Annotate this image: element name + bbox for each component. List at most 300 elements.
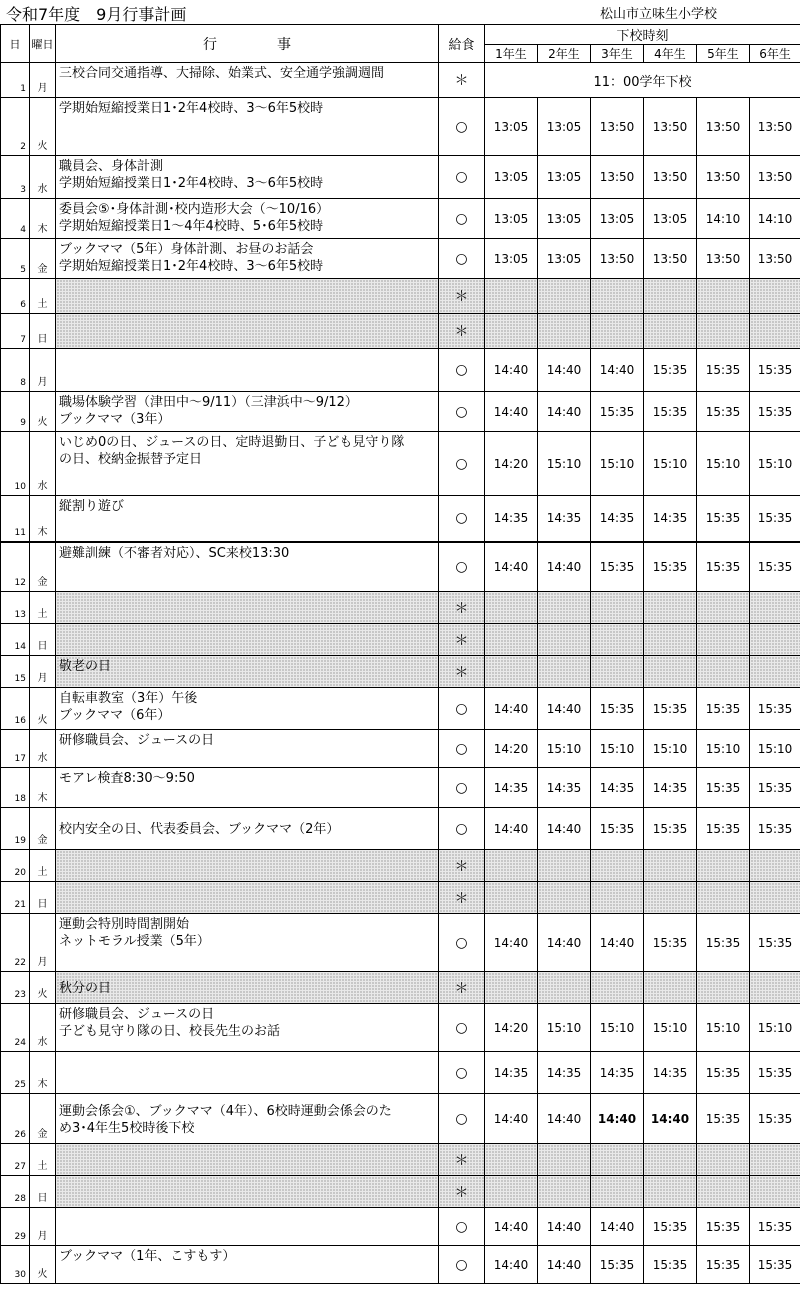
dismissal-time-empty	[591, 1144, 644, 1176]
weekday: 金	[30, 239, 56, 279]
day-number: 16	[1, 688, 30, 730]
dismissal-time: 13:50	[644, 239, 697, 279]
event-cell	[56, 914, 439, 972]
dismissal-time: 15:10	[750, 1004, 800, 1052]
event-cell	[56, 199, 439, 239]
dismissal-time: 13:05	[644, 199, 697, 239]
day-number: 17	[1, 730, 30, 768]
header-grade-5: 5年生	[697, 45, 750, 63]
dismissal-time: 15:35	[697, 1052, 750, 1094]
event-line: ブックママ（6年）	[59, 708, 171, 723]
dismissal-time: 13:50	[644, 156, 697, 199]
day-number: 23	[1, 972, 30, 1004]
table-row	[1, 1176, 800, 1208]
dismissal-time-empty	[538, 850, 591, 882]
event-cell	[56, 98, 439, 156]
day-number: 19	[1, 808, 30, 850]
table-row	[1, 768, 800, 808]
dismissal-time: 15:35	[750, 808, 800, 850]
dismissal-time-empty	[538, 279, 591, 314]
dismissal-time: 15:35	[750, 1094, 800, 1144]
dismissal-time-empty	[591, 279, 644, 314]
dismissal-time: 15:10	[750, 432, 800, 496]
weekday: 水	[30, 1004, 56, 1052]
table-row	[1, 392, 800, 432]
day-number: 8	[1, 349, 30, 392]
header-lunch: 給食	[439, 25, 485, 63]
table-row	[1, 349, 800, 392]
table-row	[1, 1144, 800, 1176]
lunch-mark: ＊	[439, 972, 485, 1004]
table-row	[1, 98, 800, 156]
table-row	[1, 808, 800, 850]
day-number: 11	[1, 496, 30, 542]
dismissal-time: 13:05	[591, 199, 644, 239]
dismissal-time: 15:35	[591, 688, 644, 730]
table-row	[1, 156, 800, 199]
dismissal-time: 15:10	[697, 1004, 750, 1052]
lunch-mark: ＊	[439, 592, 485, 624]
day-number: 20	[1, 850, 30, 882]
lunch-mark: ○	[439, 156, 485, 199]
dismissal-time-empty	[750, 1144, 800, 1176]
event-line: いじめ0の日、ジュースの日、定時退勤日、子ども見守り隊	[59, 435, 405, 450]
dismissal-time: 14:40	[591, 1208, 644, 1246]
dismissal-time-empty	[644, 1176, 697, 1208]
dismissal-time-empty	[697, 972, 750, 1004]
event-cell	[56, 349, 439, 392]
dismissal-time-empty	[538, 656, 591, 688]
dismissal-time: 15:35	[750, 496, 800, 542]
lunch-mark: ○	[439, 1052, 485, 1094]
dismissal-time: 14:20	[485, 432, 538, 496]
table-row	[1, 63, 800, 98]
dismissal-time-empty	[644, 279, 697, 314]
dismissal-time: 15:35	[750, 768, 800, 808]
dismissal-time-empty	[485, 592, 538, 624]
day-number: 25	[1, 1052, 30, 1094]
dismissal-time: 14:35	[591, 1052, 644, 1094]
event-line: 子ども見守り隊の日、校長先生のお話	[59, 1024, 281, 1039]
weekday: 水	[30, 730, 56, 768]
table-row	[1, 688, 800, 730]
event-line: ネットモラル授業（5年）	[59, 934, 210, 949]
header-event: 行事	[56, 25, 439, 63]
lunch-mark: ＊	[439, 279, 485, 314]
dismissal-time: 14:40	[538, 542, 591, 592]
lunch-mark: ＊	[439, 1176, 485, 1208]
dismissal-time: 13:05	[538, 156, 591, 199]
table-row	[1, 239, 800, 279]
header-grade-2: 2年生	[538, 45, 591, 63]
lunch-mark: ＊	[439, 624, 485, 656]
dismissal-time: 13:50	[750, 98, 800, 156]
event-line: 運動会特別時間割開始	[59, 917, 190, 932]
dismissal-time: 14:35	[485, 768, 538, 808]
dismissal-time-empty	[538, 972, 591, 1004]
dismissal-time-empty	[750, 592, 800, 624]
dismissal-time: 14:40	[485, 1094, 538, 1144]
dismissal-time-empty	[538, 314, 591, 349]
event-line: モアレ検査8:30～9:50	[59, 771, 195, 786]
event-cell	[56, 972, 439, 1004]
dismissal-time: 14:40	[591, 349, 644, 392]
event-cell	[56, 156, 439, 199]
day-number: 27	[1, 1144, 30, 1176]
table-row	[1, 199, 800, 239]
dismissal-time-empty	[485, 1176, 538, 1208]
dismissal-time-empty	[485, 314, 538, 349]
lunch-mark: ○	[439, 1004, 485, 1052]
dismissal-time: 14:20	[485, 1004, 538, 1052]
dismissal-time: 15:35	[750, 349, 800, 392]
dismissal-time: 14:40	[644, 1094, 697, 1144]
dismissal-time: 15:35	[591, 392, 644, 432]
weekday: 金	[30, 542, 56, 592]
dismissal-time: 13:50	[591, 98, 644, 156]
dismissal-time-empty	[644, 972, 697, 1004]
event-line: 学期始短縮授業日1･2年4校時、3～6年5校時	[59, 259, 324, 274]
event-line: 研修職員会、ジュースの日	[59, 1007, 215, 1022]
lunch-mark: ○	[439, 768, 485, 808]
weekday: 木	[30, 199, 56, 239]
weekday: 月	[30, 656, 56, 688]
day-number: 9	[1, 392, 30, 432]
header-day: 日	[1, 25, 30, 63]
dismissal-time-empty	[485, 656, 538, 688]
dismissal-time: 15:35	[750, 392, 800, 432]
dismissal-time-empty	[697, 882, 750, 914]
lunch-mark: ＊	[439, 656, 485, 688]
dismissal-time: 15:35	[697, 349, 750, 392]
dismissal-time: 14:35	[591, 768, 644, 808]
dismissal-time: 14:40	[538, 1246, 591, 1284]
dismissal-time: 15:35	[644, 808, 697, 850]
dismissal-time: 15:35	[697, 1208, 750, 1246]
table-row	[1, 1246, 800, 1284]
weekday: 土	[30, 1144, 56, 1176]
lunch-mark: ○	[439, 392, 485, 432]
event-cell	[56, 624, 439, 656]
day-number: 18	[1, 768, 30, 808]
event-line: ブックママ（5年）身体計測、お昼のお話会	[59, 242, 314, 257]
weekday: 日	[30, 314, 56, 349]
dismissal-time-empty	[591, 882, 644, 914]
dismissal-time: 15:35	[750, 688, 800, 730]
dismissal-time-empty	[750, 1176, 800, 1208]
dismissal-time-empty	[697, 1176, 750, 1208]
dismissal-time: 15:35	[591, 1246, 644, 1284]
lunch-mark: ＊	[439, 850, 485, 882]
dismissal-time: 14:40	[538, 914, 591, 972]
dismissal-time: 14:40	[538, 688, 591, 730]
table-row	[1, 314, 800, 349]
dismissal-time: 14:10	[750, 199, 800, 239]
table-row	[1, 624, 800, 656]
dismissal-time-empty	[485, 279, 538, 314]
dismissal-time: 15:35	[750, 542, 800, 592]
dismissal-time-empty	[538, 882, 591, 914]
lunch-mark: ＊	[439, 314, 485, 349]
header-grade-3: 3年生	[591, 45, 644, 63]
dismissal-time: 13:05	[538, 199, 591, 239]
weekday: 火	[30, 1246, 56, 1284]
day-number: 3	[1, 156, 30, 199]
dismissal-time-empty	[591, 1176, 644, 1208]
lunch-mark: ○	[439, 542, 485, 592]
day-number: 4	[1, 199, 30, 239]
dismissal-time: 15:35	[697, 808, 750, 850]
dismissal-time: 14:40	[591, 914, 644, 972]
dismissal-time-empty	[538, 1176, 591, 1208]
dismissal-time: 14:40	[538, 1094, 591, 1144]
dismissal-time: 15:35	[644, 392, 697, 432]
event-cell	[56, 63, 439, 98]
dismissal-time: 14:35	[591, 496, 644, 542]
lunch-mark: ○	[439, 496, 485, 542]
weekday: 水	[30, 156, 56, 199]
dismissal-time: 15:35	[750, 1246, 800, 1284]
dismissal-time: 15:35	[697, 1246, 750, 1284]
dismissal-time: 14:40	[538, 392, 591, 432]
table-row	[1, 972, 800, 1004]
dismissal-time: 14:35	[644, 496, 697, 542]
dismissal-time: 14:20	[485, 730, 538, 768]
day-number: 21	[1, 882, 30, 914]
header-grade-4: 4年生	[644, 45, 697, 63]
dismissal-time: 15:35	[591, 808, 644, 850]
dismissal-time: 14:40	[485, 1208, 538, 1246]
dismissal-time-empty	[750, 850, 800, 882]
dismissal-time-empty	[485, 1144, 538, 1176]
event-cell	[56, 1176, 439, 1208]
table-row	[1, 882, 800, 914]
dismissal-time-empty	[697, 314, 750, 349]
dismissal-time: 13:05	[538, 98, 591, 156]
day-number: 22	[1, 914, 30, 972]
dismissal-time: 13:05	[485, 239, 538, 279]
dismissal-time: 14:10	[697, 199, 750, 239]
dismissal-time-empty	[750, 972, 800, 1004]
weekday: 月	[30, 349, 56, 392]
event-line: 敬老の日	[59, 659, 112, 674]
event-cell	[56, 1208, 439, 1246]
dismissal-time-empty	[750, 279, 800, 314]
dismissal-time-empty	[697, 1144, 750, 1176]
lunch-mark: ○	[439, 199, 485, 239]
weekday: 金	[30, 808, 56, 850]
dismissal-time: 13:05	[485, 156, 538, 199]
dismissal-time: 14:40	[485, 808, 538, 850]
dismissal-time: 15:35	[644, 914, 697, 972]
event-cell	[56, 314, 439, 349]
weekday: 月	[30, 914, 56, 972]
event-line: 三校合同交通指導、大掃除、始業式、安全通学強調週間	[59, 66, 385, 81]
dismissal-time: 15:35	[697, 768, 750, 808]
table-row	[1, 279, 800, 314]
weekday: 火	[30, 392, 56, 432]
lunch-mark: ○	[439, 730, 485, 768]
lunch-mark: ○	[439, 914, 485, 972]
event-line: 縦割り遊び	[59, 499, 125, 514]
dismissal-time-empty	[697, 279, 750, 314]
lunch-mark: ○	[439, 1208, 485, 1246]
table-row	[1, 914, 800, 972]
dismissal-time: 14:35	[538, 768, 591, 808]
day-number: 26	[1, 1094, 30, 1144]
dismissal-time-empty	[750, 624, 800, 656]
dismissal-time: 13:50	[697, 98, 750, 156]
event-line: 秋分の日	[59, 981, 112, 996]
dismissal-time: 13:50	[750, 156, 800, 199]
dismissal-time: 15:35	[697, 496, 750, 542]
dismissal-time: 14:40	[485, 914, 538, 972]
dismissal-time: 15:10	[697, 432, 750, 496]
dismissal-time-empty	[644, 850, 697, 882]
dismissal-time: 15:10	[644, 730, 697, 768]
dismissal-time: 14:35	[644, 768, 697, 808]
day-number: 15	[1, 656, 30, 688]
event-line: 学期始短縮授業日1･2年4校時、3～6年5校時	[59, 176, 324, 191]
day-number: 5	[1, 239, 30, 279]
event-line: め3･4年生5校時後下校	[59, 1120, 195, 1136]
lunch-mark: ○	[439, 432, 485, 496]
weekday: 木	[30, 1052, 56, 1094]
event-cell	[56, 1144, 439, 1176]
weekday: 日	[30, 624, 56, 656]
page-title: 令和7年度 9月行事計画	[6, 5, 187, 24]
dismissal-time: 15:35	[644, 542, 697, 592]
day-number: 13	[1, 592, 30, 624]
event-cell	[56, 1094, 439, 1144]
event-cell	[56, 542, 439, 592]
weekday: 月	[30, 1208, 56, 1246]
lunch-mark: ○	[439, 349, 485, 392]
event-cell	[56, 1004, 439, 1052]
dismissal-time: 15:35	[697, 688, 750, 730]
weekday: 火	[30, 972, 56, 1004]
event-line: 自転車教室（3年）午後	[59, 691, 198, 706]
table-row	[1, 496, 800, 542]
dismissal-time-empty	[644, 656, 697, 688]
table-row	[1, 542, 800, 592]
school-name: 松山市立味生小学校	[600, 7, 718, 22]
dismissal-time: 15:10	[591, 730, 644, 768]
lunch-mark: ○	[439, 1094, 485, 1144]
dismissal-time-empty	[750, 882, 800, 914]
lunch-mark: ＊	[439, 1144, 485, 1176]
table-row	[1, 1052, 800, 1094]
event-line: 職場体験学習（津田中～9/11）（三津浜中～9/12）	[59, 395, 358, 410]
lunch-mark: ○	[439, 688, 485, 730]
table-row	[1, 1004, 800, 1052]
dismissal-time: 14:40	[485, 349, 538, 392]
dismissal-time: 15:35	[697, 914, 750, 972]
dismissal-time: 13:50	[591, 156, 644, 199]
event-cell	[56, 592, 439, 624]
dismissal-time: 15:35	[750, 914, 800, 972]
dismissal-time: 15:35	[644, 1246, 697, 1284]
dismissal-time: 14:35	[485, 1052, 538, 1094]
dismissal-time: 13:50	[644, 98, 697, 156]
dismissal-time: 13:05	[485, 199, 538, 239]
dismissal-time: 14:35	[644, 1052, 697, 1094]
schedule-table	[0, 24, 800, 1284]
lunch-mark: ○	[439, 98, 485, 156]
event-line: 委員会⑤･身体計測･校内造形大会（～10/16）	[59, 202, 330, 217]
weekday: 水	[30, 432, 56, 496]
day-number: 14	[1, 624, 30, 656]
event-line: ブックママ（3年）	[59, 412, 171, 427]
dismissal-time: 15:10	[750, 730, 800, 768]
event-cell	[56, 730, 439, 768]
dismissal-time: 13:50	[697, 156, 750, 199]
event-cell	[56, 1246, 439, 1284]
dismissal-time: 15:35	[591, 542, 644, 592]
dismissal-time-empty	[697, 592, 750, 624]
event-cell	[56, 432, 439, 496]
dismissal-time: 14:40	[485, 392, 538, 432]
event-cell	[56, 882, 439, 914]
dismissal-time: 15:35	[750, 1208, 800, 1246]
header-grade-6: 6年生	[750, 45, 800, 63]
dismissal-time-empty	[538, 624, 591, 656]
weekday: 土	[30, 592, 56, 624]
event-cell	[56, 688, 439, 730]
dismissal-time: 15:35	[644, 349, 697, 392]
dismissal-time: 15:35	[697, 1094, 750, 1144]
day-number: 10	[1, 432, 30, 496]
dismissal-time-empty	[644, 592, 697, 624]
dismissal-time-empty	[591, 592, 644, 624]
dismissal-time: 14:40	[538, 349, 591, 392]
table-row	[1, 850, 800, 882]
dismissal-time-empty	[750, 656, 800, 688]
day-number: 29	[1, 1208, 30, 1246]
dismissal-time: 15:10	[644, 432, 697, 496]
dismissal-time-empty	[538, 592, 591, 624]
event-cell	[56, 496, 439, 542]
dismissal-time: 14:35	[485, 496, 538, 542]
day-number: 1	[1, 63, 30, 98]
dismissal-time-empty	[644, 882, 697, 914]
dismissal-time: 14:40	[485, 542, 538, 592]
event-cell	[56, 1052, 439, 1094]
weekday: 木	[30, 496, 56, 542]
day-number: 7	[1, 314, 30, 349]
dismissal-time: 14:35	[538, 496, 591, 542]
dismissal-time: 15:10	[591, 432, 644, 496]
dismissal-time-empty	[697, 656, 750, 688]
table-row	[1, 730, 800, 768]
weekday: 火	[30, 688, 56, 730]
event-line: ブックママ（1年、こすもす）	[59, 1249, 236, 1264]
dismissal-time: 15:10	[538, 1004, 591, 1052]
weekday: 日	[30, 882, 56, 914]
table-row	[1, 1094, 800, 1144]
day-number: 30	[1, 1246, 30, 1284]
event-cell	[56, 239, 439, 279]
dismissal-time: 15:35	[750, 1052, 800, 1094]
event-cell	[56, 656, 439, 688]
header-grade-1: 1年生	[485, 45, 538, 63]
dismissal-time: 13:05	[485, 98, 538, 156]
weekday: 月	[30, 63, 56, 98]
dismissal-time: 15:10	[538, 730, 591, 768]
event-line: 研修職員会、ジュースの日	[59, 733, 215, 748]
dismissal-time-empty	[485, 972, 538, 1004]
day-number: 28	[1, 1176, 30, 1208]
